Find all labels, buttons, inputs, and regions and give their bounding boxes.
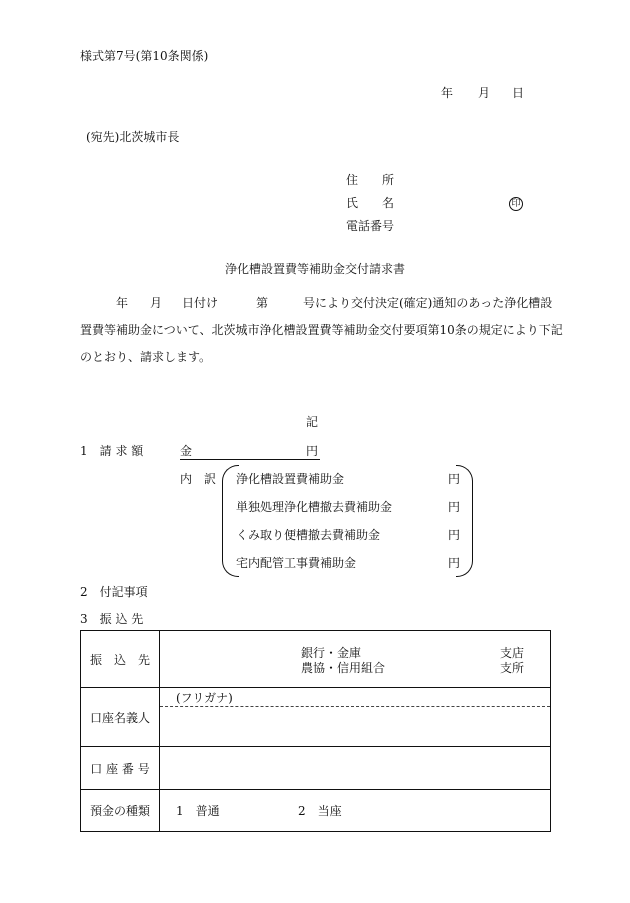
- account-holder-label: 口座名義人: [81, 688, 160, 747]
- form-number: 様式第7号(第10条関係): [80, 49, 209, 63]
- account-holder-cell[interactable]: [160, 688, 551, 747]
- transfer-destination-label: 3 振 込 先: [80, 612, 144, 626]
- date-day-label: 日: [512, 86, 525, 100]
- deposit-type-cell[interactable]: [160, 790, 551, 832]
- furigana-label: (フリガナ): [176, 691, 233, 705]
- nokyo-label: 農協・信用組合: [301, 661, 386, 675]
- breakdown-item-yen: 円: [448, 500, 461, 514]
- addressee: (宛先)北茨城市長: [86, 130, 180, 144]
- seal-mark: 印: [509, 197, 523, 211]
- request-amount-label: 1 請 求 額: [80, 444, 144, 458]
- amount-yen-label: 円: [306, 444, 319, 458]
- date-year-label: 年: [441, 86, 454, 100]
- breakdown-item-yen: 円: [448, 556, 461, 570]
- deposit-type-label: 預金の種類: [81, 790, 160, 832]
- account-number-label: 口 座 番 号: [81, 747, 160, 790]
- document-title: 浄化槽設置費等補助金交付請求書: [224, 262, 405, 276]
- breakdown-item-name: くみ取り便槽撤去費補助金: [236, 528, 381, 542]
- bank-kinko-label: 銀行・金庫: [301, 646, 362, 660]
- date-month-label: 月: [478, 86, 491, 100]
- breakdown-item-name: 単独処理浄化槽撤去費補助金: [236, 500, 393, 514]
- bank-row-label: 振 込 先: [81, 631, 160, 688]
- kin-label: 金: [180, 444, 193, 458]
- phone-label: 電話番号: [346, 219, 395, 233]
- breakdown-item-yen: 円: [448, 472, 461, 486]
- body-number-prefix: 第: [256, 296, 269, 310]
- deposit-type-ordinary: 1 普通: [176, 804, 220, 818]
- body-dated: 日付け: [182, 296, 219, 310]
- account-number-cell[interactable]: [160, 747, 551, 790]
- body-line2: 置費等補助金について、北茨城市浄化槽設置費等補助金交付要項第10条の規定により下記: [80, 323, 563, 337]
- ki-heading: 記: [306, 415, 319, 429]
- body-line3: のとおり、請求します。: [80, 350, 212, 364]
- breakdown-item-yen: 円: [448, 528, 461, 542]
- notes-label: 2 付記事項: [80, 585, 148, 599]
- deposit-type-current: 2 当座: [298, 804, 342, 818]
- furigana-divider: [160, 706, 550, 707]
- shisho-label: 支所: [500, 661, 525, 675]
- name-label: 氏 名: [346, 196, 395, 210]
- address-label: 住 所: [346, 173, 395, 187]
- body-year: 年: [116, 296, 129, 310]
- breakdown-label: 内 訳: [180, 472, 217, 486]
- amount-underline: [180, 459, 320, 460]
- breakdown-item-name: 浄化槽設置費補助金: [236, 472, 345, 486]
- bank-table: [80, 630, 551, 832]
- body-line1-rest: 号により交付決定(確定)通知のあった浄化槽設: [303, 296, 553, 310]
- breakdown-item-name: 宅内配管工事費補助金: [236, 556, 357, 570]
- body-month: 月: [150, 296, 163, 310]
- bank-name-cell[interactable]: [160, 631, 551, 688]
- shiten-label: 支店: [500, 646, 525, 660]
